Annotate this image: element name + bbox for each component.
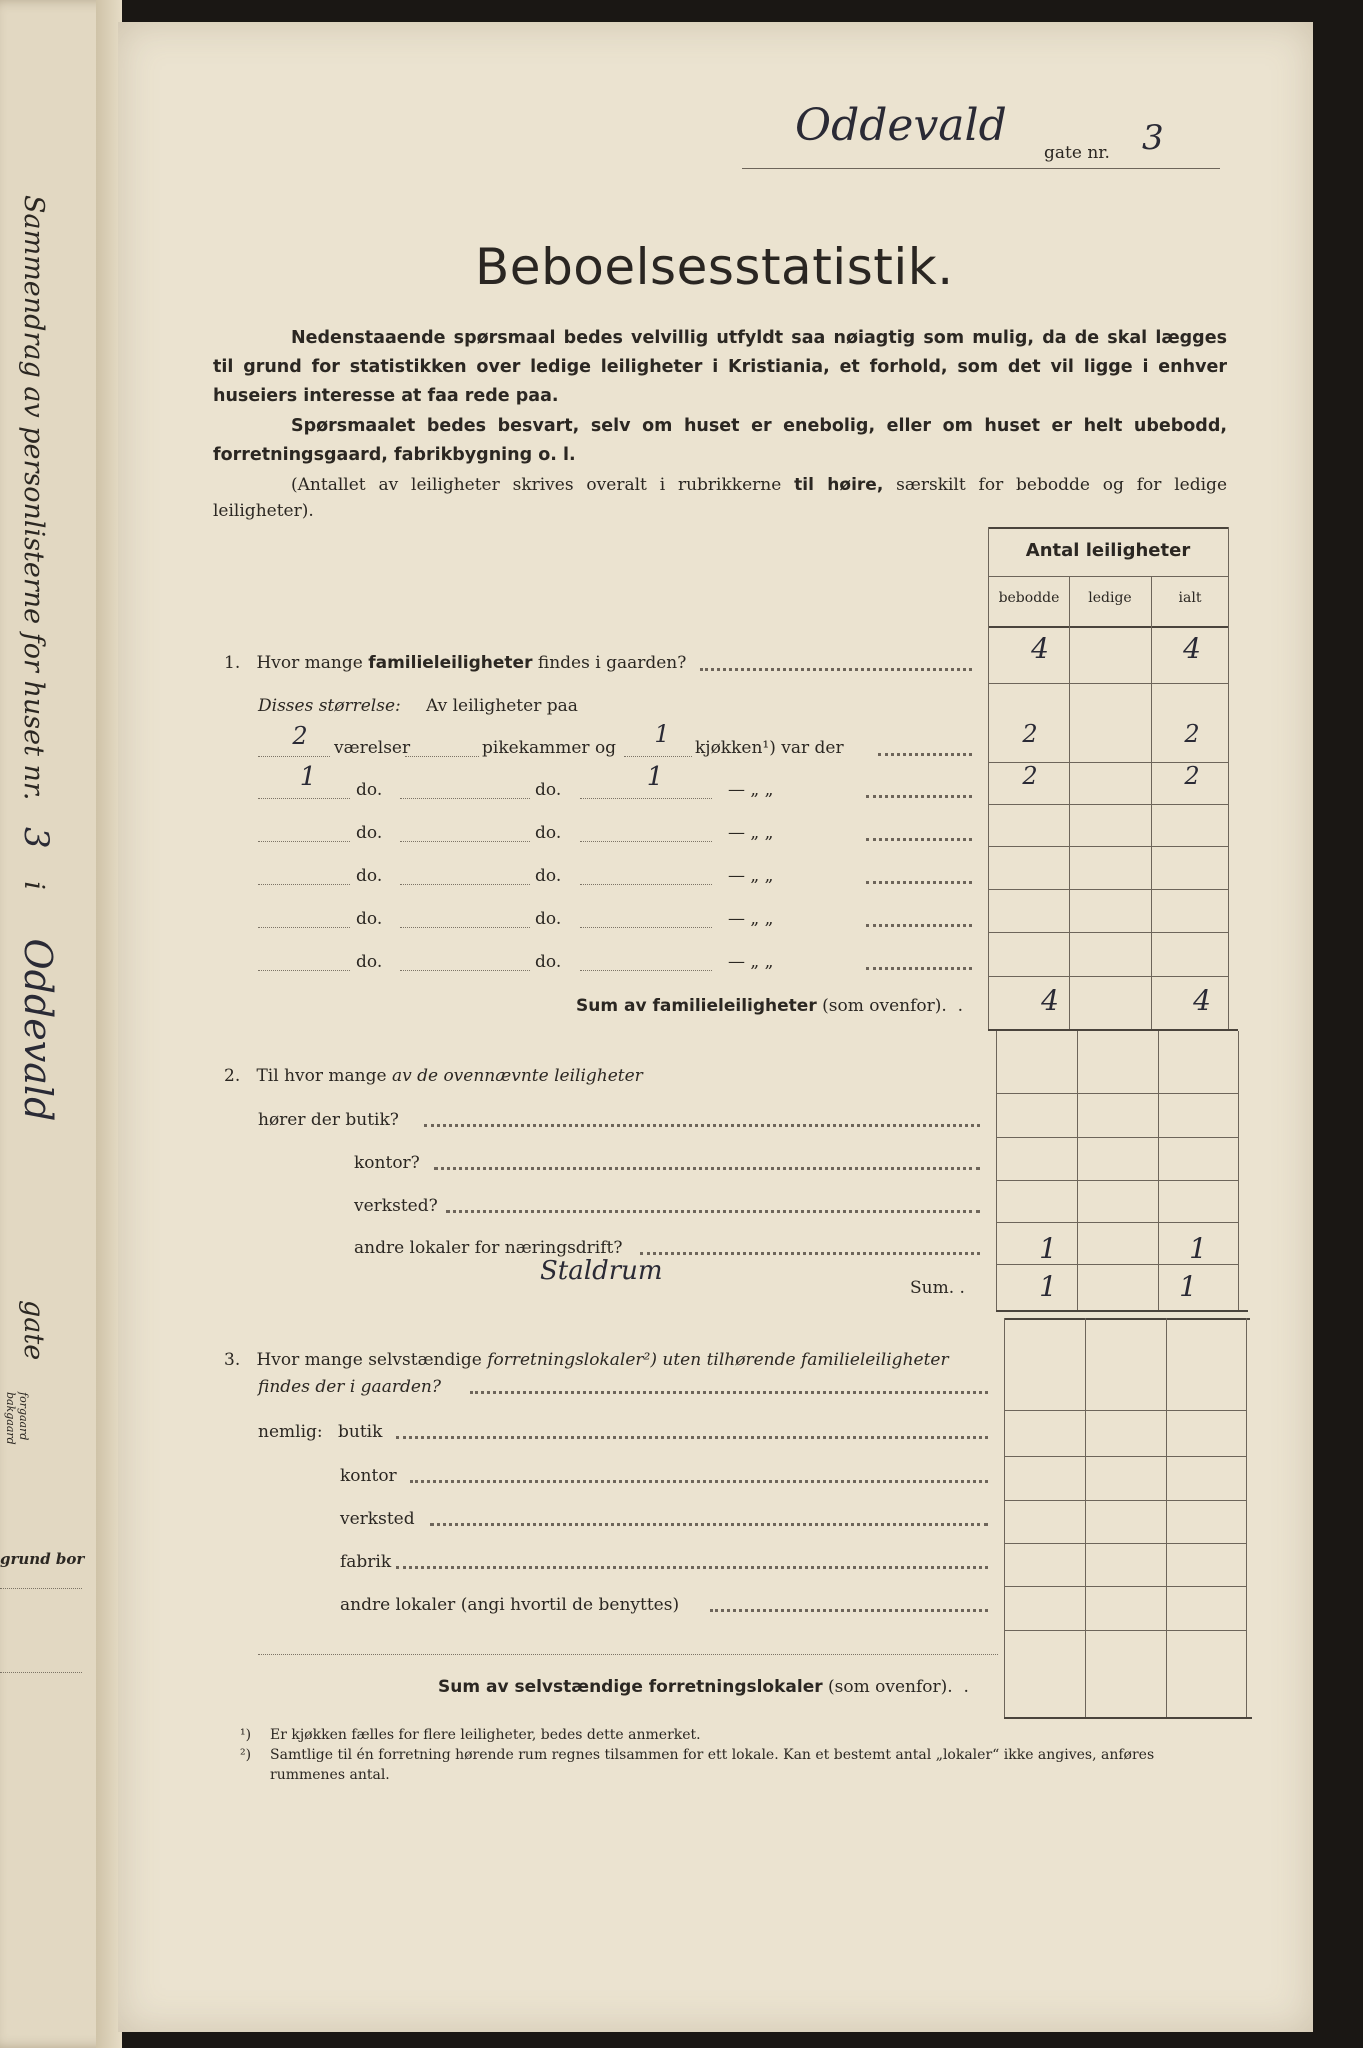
row-pk-field <box>405 756 479 757</box>
footnote-1: Er kjøkken fælles for flere leiligheter, bedes dette anmerket. <box>270 1727 701 1743</box>
col-line-4 <box>1238 1031 1239 1311</box>
q2-line <box>224 1066 643 1086</box>
q3-andre-leader <box>710 1609 988 1612</box>
intro-p3-b: særskilt for bebodde og for ledige leiligheter). <box>213 475 1228 521</box>
q3-line-2: findes der i gaarden? <box>258 1377 441 1397</box>
q3-fabrik-leader <box>396 1566 988 1569</box>
row-rooms-field <box>258 798 350 799</box>
q2-sum-line: Sum. . <box>910 1278 965 1298</box>
table-group-rule <box>988 576 1228 577</box>
row-sep <box>988 804 1228 805</box>
row-rooms-field <box>258 841 350 842</box>
q2-kontor-label: kontor? <box>354 1153 420 1173</box>
q3-text-italic-2: uten tilhørende familieleiligheter <box>662 1350 949 1370</box>
col-line-2 <box>1077 1031 1078 1311</box>
footnote-2-mark: ²) <box>240 1747 252 1763</box>
q1-text-a: Hvor mange <box>256 653 363 673</box>
row-rooms-field <box>258 970 350 971</box>
row-kitchen-field <box>580 798 712 799</box>
row-sep <box>1004 1456 1246 1457</box>
col-line-3 <box>1158 1031 1159 1311</box>
page-title: Beboelsesstatistik. <box>475 238 954 296</box>
row-label-ditto: — „ „ <box>728 866 774 886</box>
row-sep <box>1004 1586 1246 1587</box>
row-sep <box>988 683 1228 684</box>
row-label-pikekammer: pikekammer og <box>482 738 617 758</box>
q3-andre-label: andre lokaler (angi hvortil de benyttes) <box>340 1595 680 1615</box>
row-ialt-value: 2 <box>1184 762 1200 790</box>
q2-verksted-leader <box>446 1210 980 1213</box>
section3-top-rule <box>1004 1318 1250 1320</box>
q1-sum-rest: (som ovenfor). <box>822 996 947 1016</box>
row-pk-field <box>400 927 530 928</box>
row-sep <box>988 976 1228 977</box>
col-header-bebodde: bebodde <box>998 590 1060 606</box>
section3-bottom-rule <box>1004 1717 1252 1719</box>
q2-text-italic: av de ovennævnte leiligheter <box>391 1066 643 1086</box>
row-label-do: do. <box>356 909 383 929</box>
q3-text-a: Hvor mange selvstændige <box>256 1350 482 1370</box>
q2-andre-bebodde: 1 <box>1039 1232 1057 1265</box>
q3-sum-rest: (som ovenfor). <box>828 1677 953 1697</box>
q3-number: 3. <box>224 1350 241 1370</box>
row-sep <box>988 846 1228 847</box>
q1-text-b: findes i gaarden? <box>537 653 687 673</box>
q3-verksted-leader <box>430 1523 988 1526</box>
row-label-do: do. <box>356 952 383 972</box>
q1-line <box>224 653 686 673</box>
q3-verksted-label: verksted <box>340 1509 415 1529</box>
row-leader <box>866 924 972 927</box>
row-ialt-value: 2 <box>1184 720 1200 748</box>
intro-p3-bold: til høire, <box>794 475 884 495</box>
q3-text-italic-1: forretningslokaler²) <box>487 1350 657 1370</box>
footnotes <box>240 1725 1210 1785</box>
q2-andre-ialt: 1 <box>1189 1232 1207 1265</box>
sidebar-rule-2 <box>0 1672 82 1673</box>
intro-p3-a: (Antallet av leiligheter skrives overalt i rubrikkerne <box>291 475 782 495</box>
row-kitchen-field <box>580 884 712 885</box>
q2-sum-label: Sum. <box>910 1278 955 1298</box>
sidebar-gate: gate <box>18 1300 49 1361</box>
q1-leader <box>700 668 972 671</box>
q2-butik-label: hører der butik? <box>258 1110 399 1130</box>
sidebar-street: Oddevald <box>16 938 60 1122</box>
row-pk-field <box>400 884 530 885</box>
street-name-handwritten: Oddevald <box>795 100 1007 151</box>
row-leader <box>866 795 972 798</box>
q2-andre-handwritten: Staldrum <box>540 1256 663 1286</box>
q2-sum-ialt: 1 <box>1179 1270 1197 1303</box>
q3-sum-bold: Sum av selvstændige forretningslokaler <box>438 1677 823 1697</box>
row-rooms-value: 2 <box>292 722 308 750</box>
row-pk-field <box>400 798 530 799</box>
row-label-do: do. <box>356 823 383 843</box>
row-sep <box>1004 1543 1246 1544</box>
row-sep <box>988 932 1228 933</box>
footnote-2: Samtlige til én forretning hørende rum regnes tilsammen for ett lokale. Kan et bestemt antal „lokaler“ ikke angives, anføres rummenes antal. <box>270 1747 1155 1783</box>
row-sep <box>1004 1410 1246 1411</box>
row-label-ditto: — „ „ <box>728 823 774 843</box>
q2-number: 2. <box>224 1066 241 1086</box>
row-sep <box>996 1093 1238 1094</box>
col-header-ialt: ialt <box>1178 590 1202 606</box>
section1-bottom-rule <box>988 1029 1238 1031</box>
q3-fabrik-label: fabrik <box>340 1552 392 1572</box>
q2-butik-leader <box>424 1124 980 1127</box>
q1-bebodde-value: 4 <box>1031 632 1049 665</box>
col-line-1 <box>1004 1318 1005 1718</box>
table-group-header: Antal leiligheter <box>1025 540 1191 561</box>
col-line-3 <box>1166 1318 1167 1718</box>
col-header-ledige: ledige <box>1088 590 1132 606</box>
intro-paragraph-1: Nedenstaaende spørsmaal bedes velvillig utfyldt saa nøiagtig som mulig, da de skal lægges til grund for statistikken over ledige leiligheter i Kristiania, et forhold, som det vil ligge i enhver huseiers interesse at faa rede paa. <box>213 328 1227 406</box>
row-label-do: do. <box>356 866 383 886</box>
q2-andre-leader <box>640 1252 980 1255</box>
sidebar-forgaard: forgaard <box>17 1392 30 1441</box>
q2-sum-bebodde: 1 <box>1039 1270 1057 1303</box>
row-pk-field <box>400 841 530 842</box>
row-rooms-field <box>258 756 330 757</box>
col-line-4 <box>1228 527 1229 1031</box>
q2-verksted-label: verksted? <box>354 1196 438 1216</box>
row-sep <box>996 1137 1238 1138</box>
row-rooms-field <box>258 884 350 885</box>
row-kitchen-field <box>580 841 712 842</box>
row-bebodde-value: 2 <box>1022 762 1038 790</box>
q3-kontor-leader <box>410 1480 988 1483</box>
q3-line <box>224 1350 949 1370</box>
table-top-rule <box>988 527 1228 529</box>
row-label-do: do. <box>535 823 562 843</box>
row-kitchen-value: 1 <box>646 762 664 792</box>
header-rule <box>742 168 1220 169</box>
col-line-4 <box>1246 1318 1247 1718</box>
q1-sum-bebodde: 4 <box>1041 984 1059 1017</box>
q3-andre-field <box>258 1654 998 1655</box>
row-bebodde-value: 2 <box>1022 720 1038 748</box>
q1-sum-bold: Sum av familieleiligheter <box>576 996 817 1016</box>
sidebar-i: i <box>18 881 49 890</box>
row-label-ditto: — „ „ <box>728 780 774 800</box>
intro-paragraph-3 <box>213 472 1227 524</box>
row-kitchen-field <box>580 927 712 928</box>
row-kitchen-field <box>624 756 692 757</box>
row-leader <box>866 967 972 970</box>
sidebar-vertical-text <box>16 195 60 1360</box>
gate-number-label: gate nr. <box>1044 143 1110 163</box>
row-rooms-value: 1 <box>299 762 317 792</box>
row-sep <box>996 1222 1238 1223</box>
row-kitchen-value: 1 <box>654 720 670 748</box>
row-label-do: do. <box>535 952 562 972</box>
sidebar-yard-labels <box>4 1392 30 1445</box>
q1-sum-ialt: 4 <box>1193 984 1211 1017</box>
row-label-ditto: — „ „ <box>728 952 774 972</box>
q1-sizes-label: Disses størrelse: <box>258 696 401 716</box>
row-leader <box>878 753 972 756</box>
footnote-1-mark: ¹) <box>240 1727 252 1743</box>
q1-text-bold: familieleiligheter <box>368 653 533 673</box>
row-pk-field <box>400 970 530 971</box>
col-line-1 <box>996 1031 997 1311</box>
sidebar-label: Sammendrag av personlisterne for huset nr. <box>18 195 49 801</box>
q2-andre-label: andre lokaler for næringsdrift? <box>354 1238 623 1258</box>
row-leader <box>866 881 972 884</box>
col-line-2 <box>1085 1318 1086 1718</box>
q3-sum-line: Sum av selvstændige forretningslokaler (som ovenfor). . <box>438 1677 969 1697</box>
q2-text-a: Til hvor mange <box>256 1066 387 1086</box>
sidebar-house-number: 3 <box>16 827 56 849</box>
q3-butik-leader <box>396 1436 988 1439</box>
q3-butik-label: butik <box>338 1422 383 1442</box>
row-sep <box>996 1180 1238 1181</box>
col-line-1 <box>988 527 989 1031</box>
q1-number: 1. <box>224 653 241 673</box>
row-label-do: do. <box>535 780 562 800</box>
row-kitchen-field <box>580 970 712 971</box>
intro-paragraph-2: Spørsmaalet bedes besvart, selv om huset er enebolig, eller om huset er helt ubebodd, forretningsgaard, fabrikbygning o. l. <box>213 416 1227 465</box>
row-sep <box>988 889 1228 890</box>
section2-bottom-rule <box>996 1310 1248 1312</box>
row-label-do: do. <box>356 780 383 800</box>
sidebar-rule-1 <box>0 1588 82 1589</box>
q1-sizes-label-2: Av leiligheter paa <box>426 696 578 716</box>
row-label-do: do. <box>535 866 562 886</box>
q2-kontor-leader <box>434 1167 980 1170</box>
gate-number-value: 3 <box>1142 118 1164 158</box>
q3-leader <box>470 1391 988 1394</box>
sidebar-grund-bor: grund bor <box>0 1550 85 1568</box>
q1-ialt-value: 4 <box>1183 632 1201 665</box>
row-leader <box>866 838 972 841</box>
row-label-kjokken: kjøkken¹) var der <box>695 738 844 758</box>
row-sep <box>1004 1630 1246 1631</box>
q3-nemlig-label: nemlig: <box>258 1422 323 1442</box>
q1-sum-line: Sum av familieleiligheter (som ovenfor). . <box>576 996 964 1016</box>
q3-kontor-label: kontor <box>340 1466 397 1486</box>
row-label-ditto: — „ „ <box>728 909 774 929</box>
table-header-bottom-rule <box>988 626 1228 628</box>
row-label-vaerelser: værelser <box>334 738 411 758</box>
row-sep <box>1004 1500 1246 1501</box>
sidebar-bakgaard: bakgaard <box>4 1392 17 1445</box>
row-rooms-field <box>258 927 350 928</box>
row-label-do: do. <box>535 909 562 929</box>
